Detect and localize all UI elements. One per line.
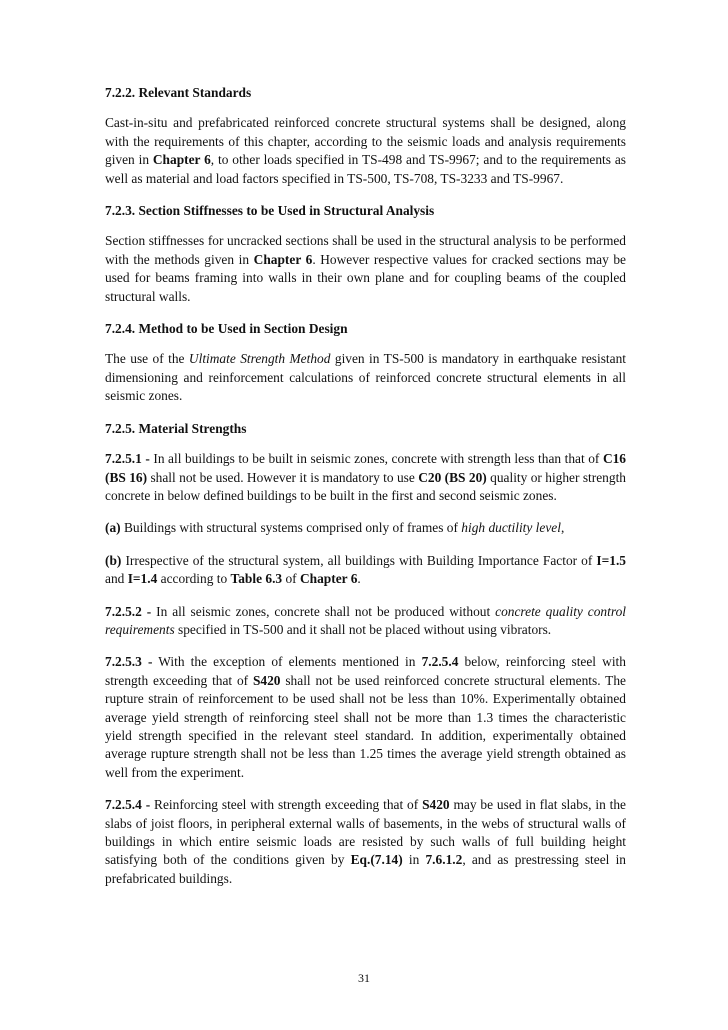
bold-run: C16 (BS 16) <box>105 451 626 485</box>
document-body <box>105 84 626 902</box>
bold-run: I=1.4 <box>127 571 158 587</box>
text-run: below, reinforcing steel with strength exceeding that of <box>105 654 626 688</box>
bold-run: Eq.(7.14) <box>350 852 403 868</box>
text-run: Buildings with structural systems comprised only of frames of <box>120 520 462 536</box>
paragraph <box>105 519 626 537</box>
bold-run: C20 (BS 20) <box>418 469 487 485</box>
text-run: Reinforcing steel with strength exceeding that of <box>150 797 423 813</box>
text-run: In all buildings to be built in seismic zones, concrete with strength less than that of <box>149 451 603 467</box>
text-run: With the exception of elements mentioned in <box>152 654 422 670</box>
italic-run: concrete quality control requirements <box>105 603 626 637</box>
bold-run: 7.2.5.4 - <box>105 797 151 813</box>
section-heading: 7.2.5. Material Strengths <box>105 420 247 436</box>
text-run: Cast-in-situ and prefabricated reinforced concrete structural systems shall be designed, along with the requirements of this chapter, according to the seismic loads and analysis requirements given in <box>105 115 626 168</box>
bold-run: 7.2.5.1 - <box>105 451 150 467</box>
text-run: shall not be used. However it is mandatory to use <box>147 469 419 485</box>
bold-run: Table 6.3 <box>230 571 283 587</box>
paragraph <box>105 603 626 640</box>
text-run: , and as prestressing steel in prefabricated buildings. <box>105 852 626 886</box>
text-run: , to other loads specified in TS-498 and TS-9967; and to the requirements as well as material and load factors specified in TS-500, TS-708, TS-3233 and TS-9967. <box>105 152 626 186</box>
text-run: , <box>560 520 565 536</box>
paragraph <box>105 796 626 888</box>
page-number: 31 <box>358 971 370 985</box>
text-run: In all seismic zones, concrete shall not be produced without <box>151 603 496 619</box>
bold-run: Chapter 6 <box>299 571 358 587</box>
bold-run: 7.2.5.3 - <box>105 654 153 670</box>
paragraph <box>105 552 626 589</box>
bold-run: (b) <box>105 552 122 568</box>
text-run: Section stiffnesses for uncracked sections shall be used in the structural analysis to be performed with the methods given in <box>105 233 626 267</box>
text-run: in <box>402 852 426 868</box>
text-run: . <box>357 571 361 587</box>
text-run: The use of the <box>105 351 189 367</box>
section-heading: 7.2.4. Method to be Used in Section Design <box>105 321 348 337</box>
text-run: shall not be used reinforced concrete structural elements. The rupture strain of reinforcement to be used shall not be less than 10%. Experimentally obtained average yield strength of reinforcing steel shall not be more than 1.3 times the characteristic yield strength specified in the relevant steel standard. In addition, experimentally obtained average rupture strength shall not be less than 1.25 times the average yield strength obtained as well from the experiment. <box>105 672 626 780</box>
section-heading: 7.2.3. Section Stiffnesses to be Used in Structural Analysis <box>105 203 435 219</box>
text-run: may be used in flat slabs, in the slabs of joist floors, in peripheral external walls of basements, in the webs of structural walls of buildings in which entire seismic loads are resisted by such walls of full building height satisfying both of the conditions given by <box>105 797 626 868</box>
section-7-2-4 <box>105 320 626 406</box>
text-run: according to <box>157 571 231 587</box>
text-run: and <box>105 571 128 587</box>
bold-run: Chapter 6 <box>152 152 211 168</box>
paragraph <box>105 350 626 405</box>
bold-run: 7.2.5.4 <box>421 654 459 670</box>
section-7-2-5 <box>105 420 626 889</box>
text-run: specified in TS-500 and it shall not be placed without using vibrators. <box>174 621 552 637</box>
paragraph <box>105 232 626 306</box>
section-heading: 7.2.2. Relevant Standards <box>105 85 252 100</box>
bold-run: S420 <box>422 797 450 813</box>
text-run: Irrespective of the structural system, all buildings with Building Importance Factor of <box>121 552 597 568</box>
bold-run: 7.6.1.2 <box>425 852 463 868</box>
text-run: quality or higher strength concrete in below defined buildings to be built in the first and second seismic zones. <box>105 469 626 503</box>
section-7-2-3 <box>105 202 626 306</box>
italic-run: high ductility level <box>461 520 561 536</box>
paragraph <box>105 450 626 505</box>
bold-run: Chapter 6 <box>253 251 313 267</box>
text-run: of <box>282 571 300 587</box>
paragraph <box>105 653 626 782</box>
bold-run: 7.2.5.2 - <box>105 603 152 619</box>
text-run: given in TS-500 is mandatory in earthquake resistant dimensioning and reinforcement calculations of reinforced concrete structural elements in all seismic zones. <box>105 351 626 404</box>
bold-run: I=1.5 <box>596 552 626 568</box>
section-7-2-2 <box>105 84 626 188</box>
text-run: . However respective values for cracked sections may be used for beams framing into walls in their own plane and for coupling beams of the coupled structural walls. <box>105 251 626 304</box>
italic-run: Ultimate Strength Method <box>188 351 331 367</box>
paragraph <box>105 114 626 188</box>
bold-run: (a) <box>105 520 121 536</box>
bold-run: S420 <box>252 672 281 688</box>
